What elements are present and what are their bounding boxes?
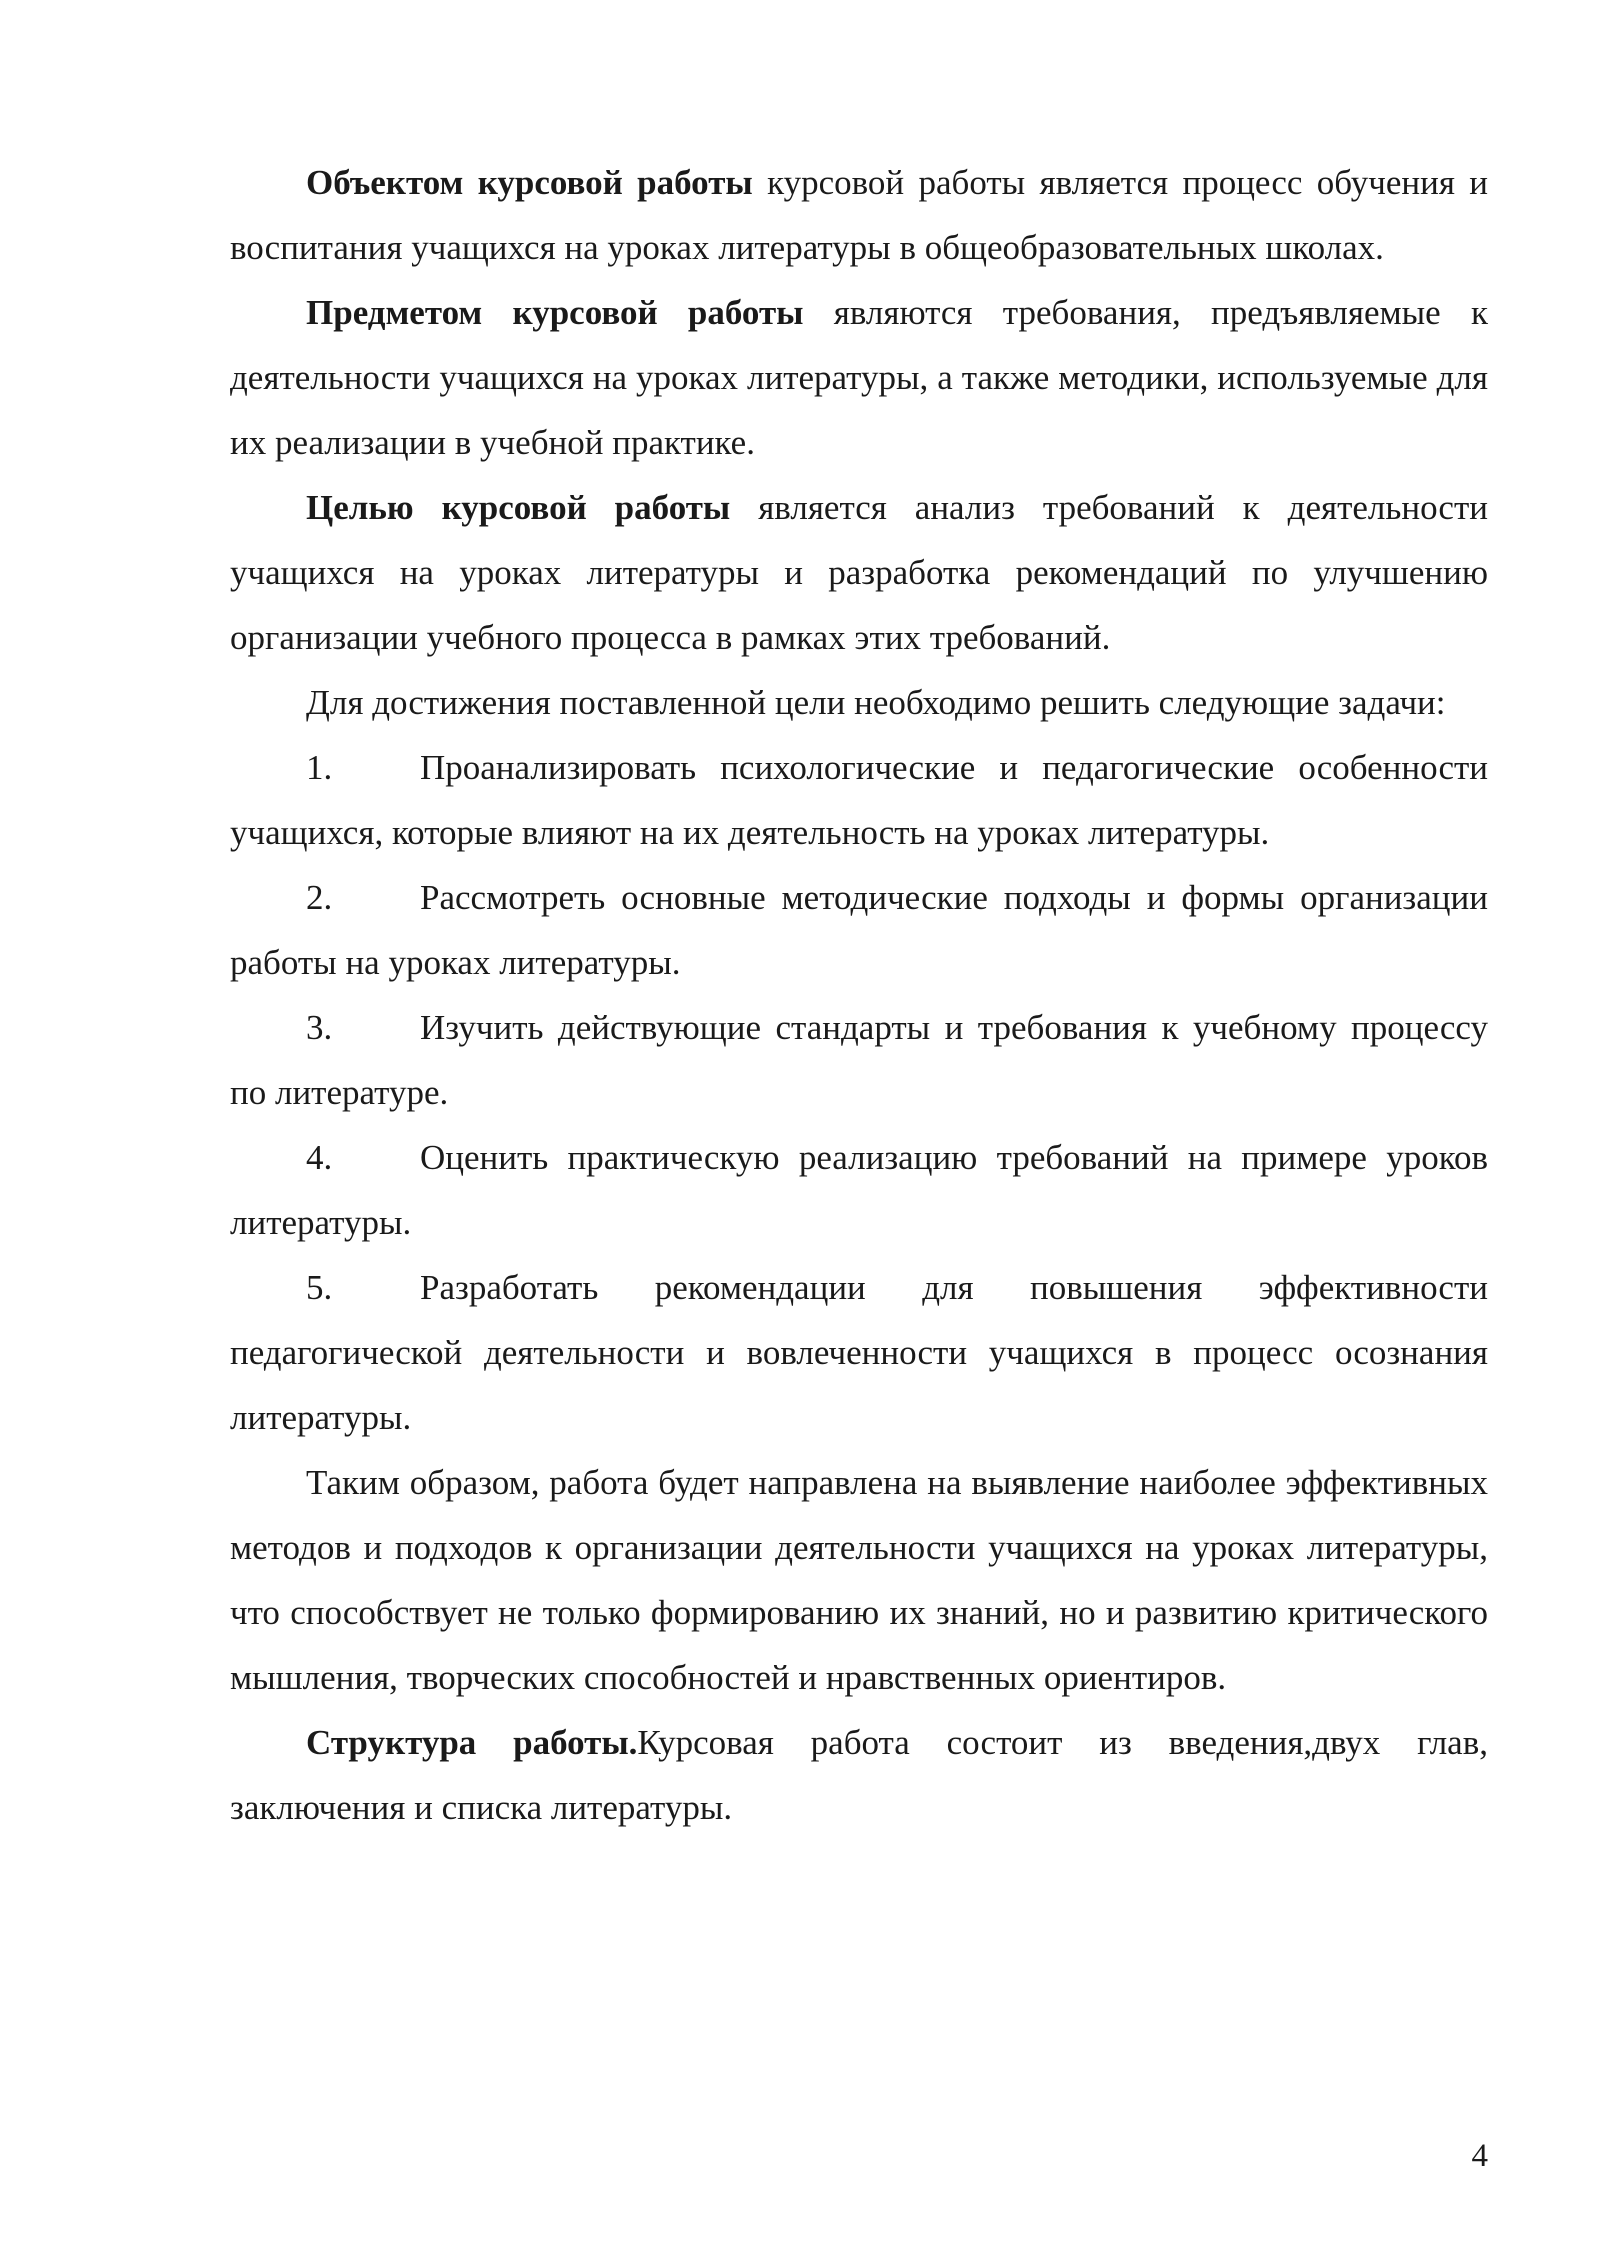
task-number: 3. [306, 1008, 333, 1047]
task-text: Рассмотреть основные методические подходы и формы организации работы на уроках литературы. [230, 878, 1488, 982]
paragraph-tasks-intro: Для достижения поставленной цели необходимо решить следующие задачи: [306, 683, 1446, 722]
task-number: 1. [306, 748, 333, 787]
task-item [230, 865, 1488, 995]
document-page [230, 150, 1488, 1840]
term-object: Объектом курсовой работы [306, 163, 753, 202]
paragraph-object-text: курсовой работы является процесс обучения и воспитания учащихся на уроках литературы в общеобразовательных школах. [230, 163, 1488, 267]
paragraph-structure-text: Курсовая работа состоит из введения,двух глав, заключения и списка литературы. [230, 1723, 1488, 1827]
paragraph-object [230, 150, 1488, 280]
paragraph-goal [230, 475, 1488, 670]
task-text: Проанализировать психологические и педагогические особенности учащихся, которые влияют на их деятельность на уроках литературы. [230, 748, 1488, 852]
task-item [230, 995, 1488, 1125]
task-item [230, 1255, 1488, 1450]
paragraph-structure [230, 1710, 1488, 1840]
task-number: 5. [306, 1268, 333, 1307]
task-number: 4. [306, 1138, 333, 1177]
task-item [230, 1125, 1488, 1255]
task-item [230, 735, 1488, 865]
paragraph-subject-text: являются требования, предъявляемые к деятельности учащихся на уроках литературы, а также методики, используемые для их реализации в учебной практике. [230, 293, 1488, 462]
task-text: Оценить практическую реализацию требований на примере уроков литературы. [230, 1138, 1488, 1242]
paragraph-goal-text: является анализ требований к деятельности учащихся на уроках литературы и разработка рекомендаций по улучшению организации учебного процесса в рамках этих требований. [230, 488, 1488, 657]
paragraph-conclusion: Таким образом, работа будет направлена на выявление наиболее эффективных методов и подходов к организации деятельности учащихся на уроках литературы, что способствует не только формированию их знаний, но и развитию критического мышления, творческих способностей и нравственных ориентиров. [230, 1463, 1488, 1697]
paragraph-subject [230, 280, 1488, 475]
term-goal: Целью курсовой работы [306, 488, 731, 527]
term-structure: Структура работы. [306, 1723, 638, 1762]
term-subject: Предметом курсовой работы [306, 293, 804, 332]
task-text: Изучить действующие стандарты и требования к учебному процессу по литературе. [230, 1008, 1488, 1112]
page-number: 4 [1471, 2138, 1488, 2174]
task-text: Разработать рекомендации для повышения эффективности педагогической деятельности и вовлеченности учащихся в процесс осознания литературы. [230, 1268, 1488, 1437]
task-number: 2. [306, 878, 333, 917]
